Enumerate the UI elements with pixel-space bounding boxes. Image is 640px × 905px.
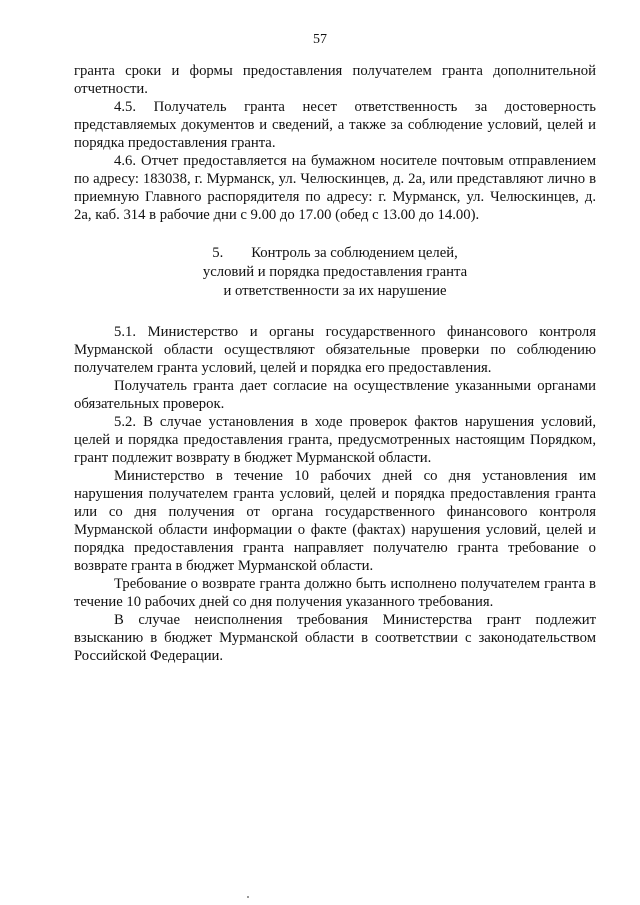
- section-title-line-3: и ответственности за их нарушение: [223, 283, 447, 299]
- paragraph-4-6: 4.6. Отчет предоставляется на бумажном носителе почтовым отправлением по адресу: 183038, г. Мурманск, ул. Челюскинцев, д. 2а, или представляют лично в приемную Главного распорядителя по адресу: г. Мурманск, ул. Челюскинцев, д. 2а, каб. 314 в рабочие дни с 9.00 до 17.00 (обед с 13.00 до 14.00).: [74, 153, 596, 223]
- paragraph-consent: Получатель гранта дает согласие на осуществление указанными органами обязательных проверок.: [74, 378, 596, 412]
- paragraph-ministry-requirement: Министерство в течение 10 рабочих дней со дня установления им нарушения получателем гранта условий, целей и порядка предоставления гранта или со дня получения от органа государственного финансового контроля Мурманской области информации о факте (фактах) нарушения условий, целей и порядка предоставления гранта направляет получателю гранта требование о возврате гранта в бюджет Мурманской области.: [74, 468, 596, 574]
- paragraph-recovery: В случае неисполнения требования Министерства грант подлежит взысканию в бюджет Мурманской области в соответствии с законодательством Российской Федерации.: [74, 612, 596, 664]
- document-body: [74, 62, 596, 665]
- section-heading: [74, 244, 596, 301]
- section-heading-line-1: [74, 244, 596, 263]
- section-title-line-2: условий и порядка предоставления гранта: [202, 264, 468, 280]
- paragraph-4-5: 4.5. Получатель гранта несет ответственность за достоверность представляемых документов и сведений, а также за соблюдение условий, целей и порядка предоставления гранта.: [74, 99, 596, 151]
- paragraph-reporting-continuation: гранта сроки и формы предоставления получателем гранта дополнительной отчетности.: [74, 63, 596, 97]
- paragraph-5-2: 5.2. В случае установления в ходе проверок фактов нарушения условий, целей и порядка предоставления гранта, предусмотренных настоящим Порядком, грант подлежит возврату в бюджет Мурманской области.: [74, 414, 596, 466]
- section-number: 5.: [212, 245, 224, 261]
- section-title-line-1: Контроль за соблюдением целей,: [251, 245, 458, 261]
- scan-artifact: [247, 896, 249, 898]
- page-number: 57: [313, 32, 327, 47]
- paragraph-5-1: 5.1. Министерство и органы государственного финансового контроля Мурманской области осуществляют обязательные проверки по соблюдению получателем гранта условий, целей и порядка его предоставления.: [74, 324, 596, 376]
- paragraph-return-deadline: Требование о возврате гранта должно быть исполнено получателем гранта в течение 10 рабочих дней со дня получения указанного требования.: [74, 576, 596, 610]
